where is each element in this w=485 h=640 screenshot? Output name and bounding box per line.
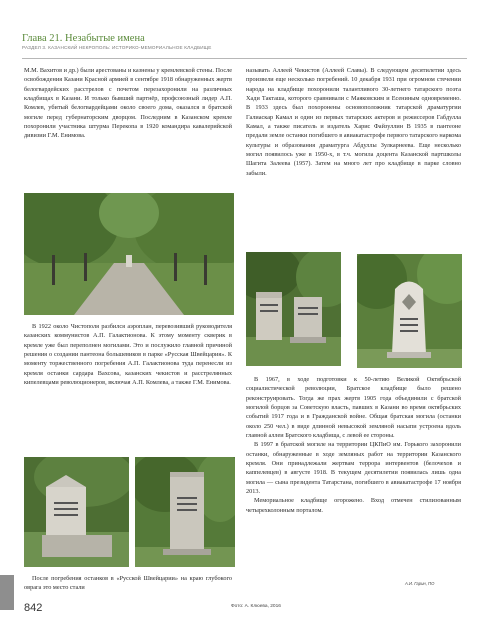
park-alley-photo: [24, 193, 234, 315]
page-edge-tab: [0, 575, 14, 610]
paragraph: Мемориальное кладбище огорожено. Вход отмечен стилизованным четырехколонным порталом.: [246, 497, 461, 514]
page-number: 842: [24, 602, 43, 614]
paragraph: В 1997 в братской могиле на территории ЦКПиО им. Горького захоронили останки, обнаруженные в ходе земляных работ на территории Казанского кремля. Они принадлежали жертвам террора интервентов (белочехов и каппелевцев) в августе 1918. В текущем десятилетии появилась лишь одна могила — сына президента Татарстана, погибшего в авиакатастрофе 17 ноября 2013.: [246, 441, 461, 496]
column-2-mid-text: [246, 375, 461, 515]
paragraph: После погребения останков в «Русской Швейцарии» на краю глубокого оврага это место стали: [24, 575, 232, 592]
tombstone-photo: [24, 457, 129, 567]
chapter-title: Глава 21. Незабытые имена: [22, 33, 145, 44]
header-rule: [22, 58, 467, 59]
column-2-top-text: [246, 66, 461, 178]
paragraph: В 1967, в ходе подготовки к 50-летию Великой Октябрьской социалистической революции, Братское кладбище было решено реконструировать. Тогда же прах жертв 1905 года объединили с братской могилой борцов за Советскую власть, павших в Казани во время октябрьских событий 1917 года и в Гражданской войне. Общая братская могила (останки около 250 чел.) в виде длинной невысокой земляной насыпи устроена вдоль главной аллеи Братского кладбища, с левой ее стороны.: [246, 376, 461, 440]
paragraph: В 1922 около Чистополя разбился аэроплан, перевозивший руководителя казанских коммунистов А.П. Галактионова. К этому моменту скверик в кремле уже был переполнен могилами. Это и послужило главной причиной решения о создании пантеона большевиков в парке «Русская Швейцария». К моменту торжественного погребения А.П. Галактионова туда перенесли из кремля останки сардара Вахсова, казанских чекистов и расстрелянных кипелевцами революционеров, включая А.П. Комлева, а также Г.М. Енимова.: [24, 323, 232, 387]
photo-credit: Фото: А. Клюева, 2016: [231, 604, 281, 609]
paragraph: называть Аллеей Чекистов (Аллеей Славы). В следующем десятилетии здесь произвели еще несколько погребений. 10 декабря 1931 при огромном стечении народа на кладбище похоронили талантливого 30-летнего татарского поэта Хади Такташа, которого сравнивали с Маяковским и Есениным одновременно. В 1933 здесь был похоронены основоположник татарской драматургии Галиаскар Камал и один из первых татарских актеров и режиссеров Габдулла Камал, а также писатель и издатель Харис Файзуллин В 1935 в пантеоне предали земле останки погибшего в авиакатастрофе первого татарского наркома культуры и образования драматурга Абдуллы Зулкарнеева. Еще несколько могил появилось уже в 1950-х, в т.ч. могила доцента Казанской партшколы Шагита Залеева (1957). Затем на много лет про кладбище в парке словно забыли.: [246, 67, 461, 177]
stele-photo: [135, 457, 235, 567]
column-1-top-text: [24, 66, 232, 141]
obelisk-photo: [357, 254, 462, 368]
paragraph: М.М. Вахитов и др.) были арестованы и казнены у кремлевской стены. После освобождения Казани Красной армией в сентябре 1918 обнаруженных жертв белогвардейских расстрелов с почетом перезахоронили на различных кладбищах в Казани. И только бывший партнёр, профсоюзный лидер А.П. Комлев, убитый белогвардейцами около своего дома, оказался в братской могиле перед губернаторским дворцом. Последним в Казанском кремле похоронили участника штурма Перекопа в 1920 командира кавалерийской дивизии Г.М. Енимова.: [24, 67, 232, 140]
author-signature: А.И. Гарин, ПО: [405, 581, 435, 586]
column-1-bottom-text: [24, 574, 232, 593]
page-header: [22, 33, 467, 50]
section-subtitle: РАЗДЕЛ 3. КАЗАНСКИЙ НЕКРОПОЛЬ: ИСТОРИКО-МЕМОРИАЛЬНОЕ КЛАДБИЩЕ: [22, 45, 212, 50]
column-1-mid-text: [24, 322, 232, 387]
graves-photo: [246, 252, 341, 366]
